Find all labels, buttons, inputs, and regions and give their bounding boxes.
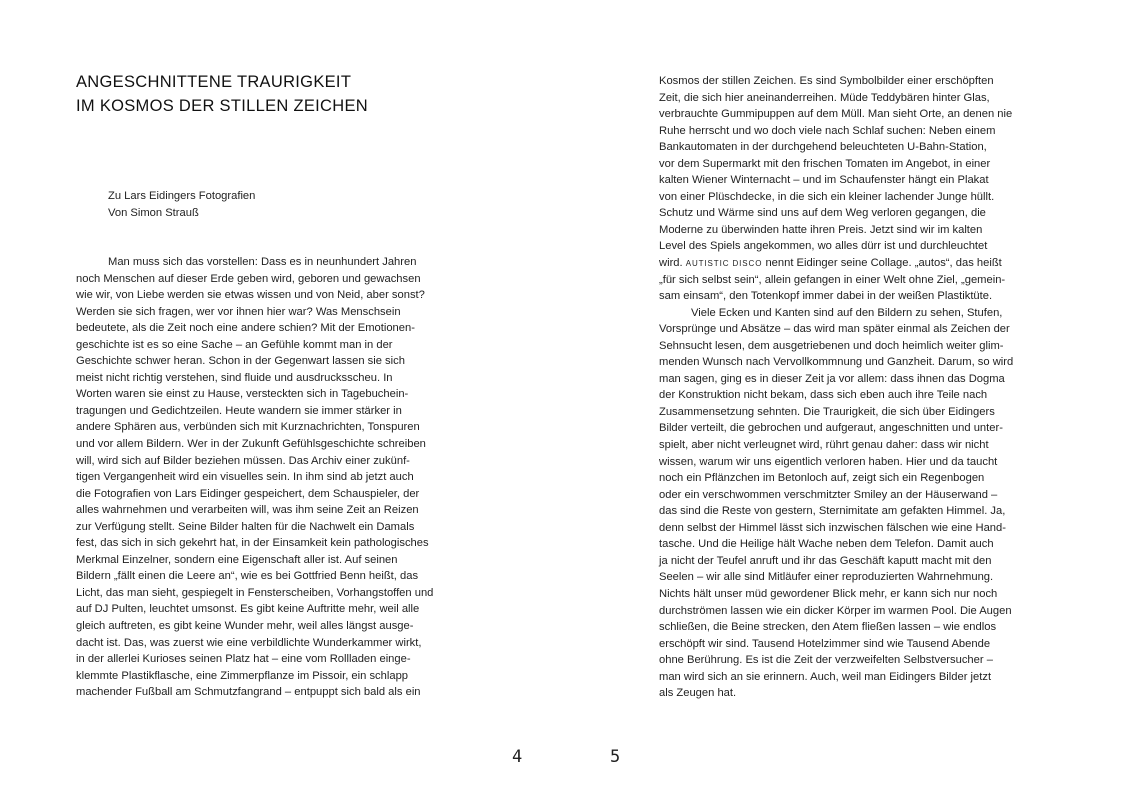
text-line: Schutz und Wärme sind uns auf dem Weg verloren gegangen, die: [659, 207, 986, 220]
text-line: der Konstruktion nicht bekam, dass sich eben auch ihre Teile nach: [659, 389, 988, 402]
text-line: verbrauchte Gummipuppen auf dem Müll. Man sieht Orte, an denen nie: [659, 108, 1013, 121]
text-line: durchströmen lassen wie ein dicker Körper im warmen Pool. Die Augen: [659, 604, 1012, 617]
byline: [108, 188, 255, 221]
text-line: Bildern „fällt einen die Leere an“, wie es bei Gottfried Benn heißt, das: [76, 570, 419, 583]
text-line: auf DJ Pulten, leuchtet umsonst. Es gibt keine Auftritte mehr, weil alle: [76, 603, 420, 616]
text-line: und vor allem Bildern. Wer in der Zukunft Gefühlsgeschichte schreiben: [76, 438, 426, 451]
text-line: das sind die Reste von gestern, Sternimitate am gefakten Himmel. Ja,: [659, 505, 1006, 518]
text-line: bedeutete, als die Zeit noch eine andere schien? Mit der Emotionen-: [76, 322, 415, 335]
text-line: spielt, aber nicht verleugnet wird, rührt genau daher: dass wir nicht: [659, 439, 989, 452]
text-line: Zeit, die sich hier aneinanderreihen. Müde Teddybären hinter Glas,: [659, 91, 990, 104]
text-line: ohne Berührung. Es ist die Zeit der verzweifelten Selbstversucher –: [659, 654, 993, 667]
text-line: von einer Plüschdecke, in die sich ein kleiner lachender Junge hüllt.: [659, 190, 995, 203]
text-line: Geschichte schwer heran. Schon in der Gegenwart lassen sie sich: [76, 355, 405, 368]
text-line: oder ein verschwommen verschmitzter Smiley an der Häuserwand –: [659, 488, 998, 501]
text-line: menden Wunsch nach Vervollkommnung und Ganzheit. Darum, so wird: [659, 356, 1014, 369]
text-line: Licht, das man sieht, gespiegelt in Fensterscheiben, Vorhangstoffen und: [76, 586, 434, 599]
text-line: vor dem Supermarkt mit den frischen Tomaten im Angebot, in einer: [659, 157, 991, 170]
text-line: Bankautomaten in der durchgehend beleuchteten U-Bahn-Station,: [659, 141, 987, 154]
text-line: Man muss sich das vorstellen: Dass es in neunhundert Jahren: [108, 256, 417, 268]
title-line-2: IM KOSMOS DER STILLEN ZEICHEN: [76, 97, 368, 115]
text-line: Merkmal Einzelner, sondern eine Eigenschaft aller ist. Auf seinen: [76, 553, 398, 566]
text-line: Worten waren sie einst zu Hause, versteckten sich in Tagebuchein-: [76, 388, 409, 401]
text-line: alles wahrnehmen und verarbeiten will, was ihm seine Zeit an Reizen: [76, 504, 419, 517]
text-line: tasche. Und die Heilige hält Wache neben dem Telefon. Damit auch: [659, 538, 994, 551]
text-line: schließen, die Beine strecken, den Atem fließen lassen – wie endlos: [659, 621, 997, 634]
left-page-body: [76, 254, 433, 701]
text-line: Nichts hält unser müd gewordener Blick mehr, er kann sich nur noch: [659, 587, 998, 600]
page-number-left: 4: [512, 747, 523, 767]
text-line: „für sich selbst sein“, allein gefangen in einer Welt ohne Ziel, „gemein-: [659, 273, 1006, 286]
text-line: noch ein Pflänzchen im Betonloch auf, zeigt sich ein Regenbogen: [659, 472, 985, 485]
text-fragment: wird.: [659, 257, 686, 270]
text-line: Bilder verteilt, die gebrochen und aufgeraut, angeschnitten und unter-: [659, 422, 1003, 435]
text-line: Ruhe herrscht und wo doch viele nach Schlaf suchen: Neben einem: [659, 124, 996, 137]
text-line: Sehnsucht lesen, dem ausgetriebenen und doch heimlich weiter glim-: [659, 339, 1004, 352]
text-fragment: nennt Eidinger seine Collage. „autos“, das heißt: [762, 257, 1002, 270]
text-line: Kosmos der stillen Zeichen. Es sind Symbolbilder einer erschöpften: [659, 75, 994, 87]
text-line: ja nicht der Teufel anruft und ihr das Geschäft kaputt macht mit den: [659, 554, 992, 567]
text-line: zur Verfügung stellt. Seine Bilder halten für die Nachwelt ein Damals: [76, 520, 415, 533]
text-line: erschöpft wir sind. Tausend Hotelzimmer sind wie Tausend Abende: [659, 637, 991, 650]
text-line: man wird sich an sie erinnern. Auch, weil man Eidingers Bilder jetzt: [659, 670, 992, 683]
text-line: sam einsam“, den Totenkopf immer dabei in der weißen Plastiktüte.: [659, 290, 993, 303]
text-line: geschichte ist es so eine Sache – an Gefühle kommt man in der: [76, 338, 393, 351]
text-line: Werden sie sich fragen, wer vor ihnen hier war? Was Menschsein: [76, 305, 401, 318]
right-page-body: [659, 73, 1013, 702]
text-line: Moderne zu überwinden hatte ihren Preis. Jetzt sind wir im kalten: [659, 223, 983, 236]
text-line: noch Menschen auf dieser Erde geben wird, geboren und gewachsen: [76, 272, 421, 285]
smallcaps-title: AUTISTIC DISCO: [685, 259, 763, 269]
title-line-1: ANGESCHNITTENE TRAURIGKEIT: [76, 73, 352, 91]
text-line: machender Fußball am Schmutzfangrand – entpuppt sich bald als ein: [76, 686, 421, 699]
text-line: kalten Wiener Winternacht – und im Schaufenster hängt ein Plakat: [659, 174, 989, 187]
text-line: [659, 255, 1013, 272]
text-line: tigen Vergangenheit wird ein visuelles sein. In ihm sind ab jetzt auch: [76, 471, 414, 484]
text-line: denn selbst der Himmel lässt sich inzwischen fälschen wie eine Hand-: [659, 521, 1006, 534]
text-line: Level des Spiels angekommen, wo alles dürr ist und durchleuchtet: [659, 240, 988, 253]
text-line: als Zeugen hat.: [659, 687, 737, 700]
page-number-right: 5: [610, 747, 621, 767]
text-line: Viele Ecken und Kanten sind auf den Bildern zu sehen, Stufen,: [691, 306, 1003, 319]
text-line: Vorsprünge und Absätze – das wird man später einmal als Zeichen der: [659, 323, 1010, 336]
text-line: wissen, warum wir uns eigentlich verloren haben. Hier und da taucht: [659, 455, 998, 468]
text-line: andere Sphären aus, verbünden sich mit Kurznachrichten, Tonspuren: [76, 421, 420, 434]
text-line: tragungen und Gedichtzeilen. Heute wandern sie immer stärker in: [76, 404, 402, 417]
article-title: [76, 70, 368, 118]
text-line: die Fotografien von Lars Eidinger gespeichert, dem Schauspieler, der: [76, 487, 420, 500]
text-line: klemmte Plastikflasche, eine Zimmerpflanze im Pissoir, ein schlapp: [76, 669, 409, 682]
byline-author: Von Simon Strauß: [108, 206, 199, 219]
text-line: gleich auftreten, es gibt keine Wunder mehr, weil alles längst ausge-: [76, 620, 414, 633]
text-line: will, wird sich auf Bilder beziehen müssen. Das Archiv einer zukünf-: [76, 454, 410, 467]
text-line: fest, das sich in sich gekehrt hat, in der Einsamkeit kein pathologisches: [76, 537, 429, 550]
text-line: man sagen, ging es in dieser Zeit ja vor allem: dass ihnen das Dogma: [659, 372, 1005, 385]
text-line: Zusammensetzung sehnten. Die Traurigkeit, die sich über Eidingers: [659, 405, 995, 418]
text-line: dacht ist. Das, was zuerst wie eine verbildlichte Wunderkammer wirkt,: [76, 636, 422, 649]
text-line: Seelen – wir alle sind Mitläufer einer reproduzierten Wahrnehmung.: [659, 571, 994, 584]
byline-subtitle: Zu Lars Eidingers Fotografien: [108, 190, 256, 202]
text-line: wie wir, von Liebe werden sie etwas wissen und von Neid, aber sonst?: [76, 289, 425, 302]
text-line: meist nicht richtig verstehen, sind fluide und ausdrucksscheu. In: [76, 371, 393, 384]
text-line: in der allerlei Kurioses seinen Platz hat – eine vom Rollladen einge-: [76, 653, 411, 666]
